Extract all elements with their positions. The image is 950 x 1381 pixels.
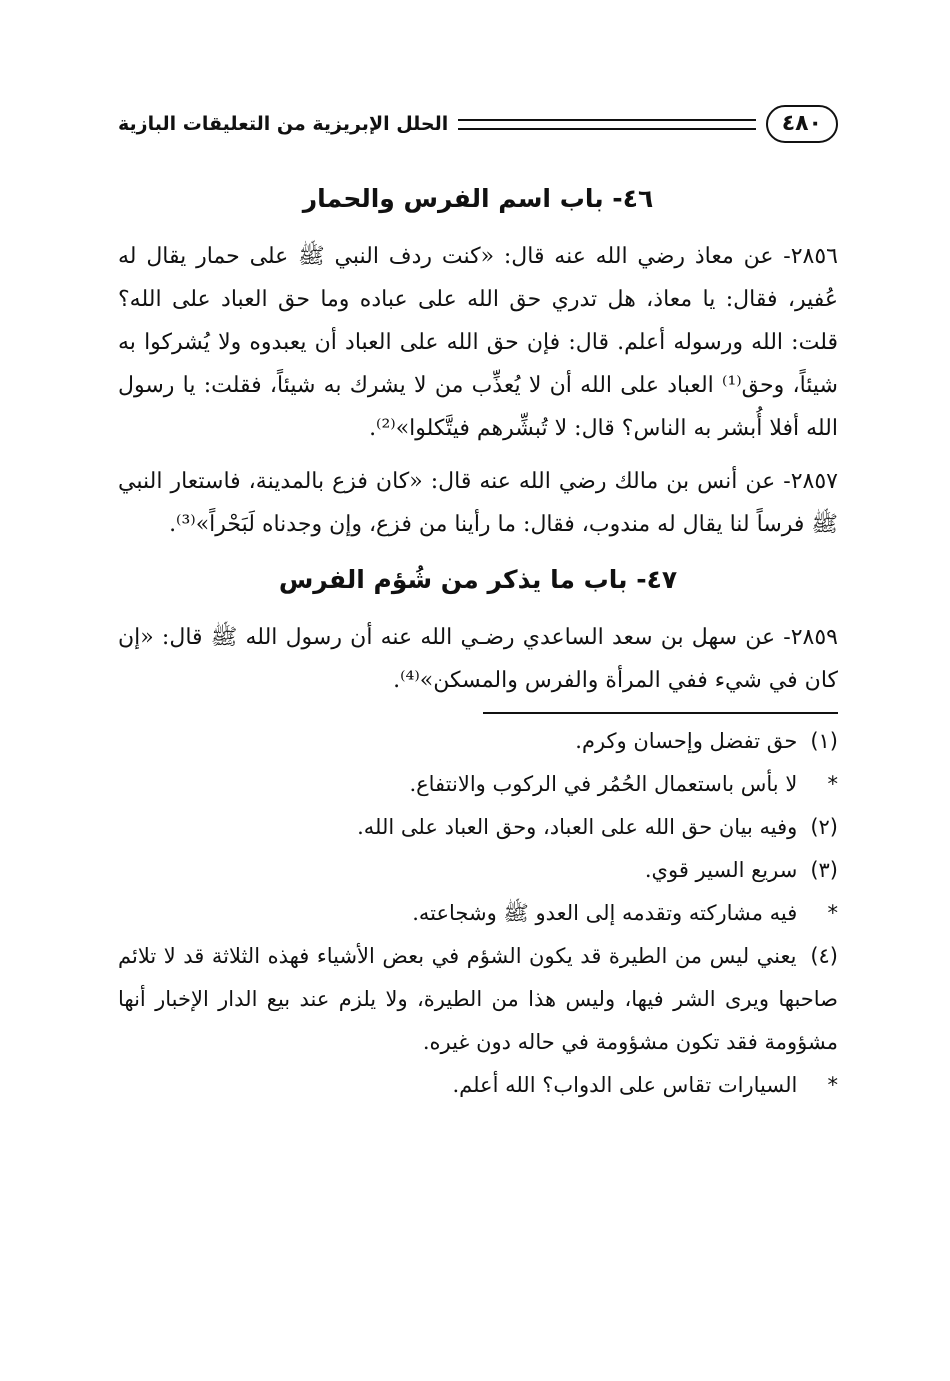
footnote-text: لا بأس باستعمال الحُمُر في الركوب والانتفاع. [409, 772, 798, 796]
hadith-paragraph: ٢٨٥٧- عن أنس بن مالك رضي الله عنه قال: «كان فزع بالمدينة، فاستعار النبي ﷺ فرساً لنا يقال له مندوب، فقال: ما رأينا من فزع، وإن وجدناه لَبَحْراً»⁽³⁾. [118, 469, 838, 537]
footnote-mark: (٤) [810, 944, 838, 968]
footnote-mark: (٣) [810, 858, 838, 882]
header-rule [458, 119, 755, 130]
footnote [118, 892, 838, 935]
footnote [118, 849, 838, 892]
footnote-text: سريع السير قوي. [644, 858, 798, 882]
footnote-text: يعني ليس من الطيرة قد يكون الشؤم في بعض الأشياء فهذه الثلاثة قد لا تلائم صاحبها ويرى الشر فيها، وليس هذا من الطيرة، ولا يلزم عند بيع الدار الإخبار أنها مشؤومة فقد تكون مشؤومة في حاله دون غيره. [118, 944, 838, 1054]
footnote [118, 935, 838, 1064]
footnote [118, 763, 838, 806]
footnote-separator [483, 712, 838, 714]
chapter-title: ٤٦- باب اسم الفرس والحمار [302, 184, 654, 213]
page-content [118, 175, 838, 1107]
footnote [118, 806, 838, 849]
page-header [118, 98, 838, 150]
footnote-mark: * [827, 1073, 838, 1097]
chapter-title: ٤٧- باب ما يذكر من شُؤم الفرس [278, 565, 678, 594]
footnote-text: السيارات تقاس على الدواب؟ الله أعلم. [452, 1073, 798, 1097]
footnote [118, 720, 838, 763]
page-number: ٤٨٠ [766, 105, 838, 143]
hadith-paragraph: ٢٨٥٦- عن معاذ رضي الله عنه قال: «كنت ردف النبي ﷺ على حمار يقال له عُفير، فقال: يا معاذ، هل تدري حق الله على عباده وما حق العباد على الله؟ قلت: الله ورسوله أعلم. قال: فإن حق الله على العباد أن يعبدوه ولا يُشركوا به شيئاً، وحق⁽¹⁾ العباد على الله أن لا يُعذِّب من لا يشرك به شيئاً، فقلت: يا رسول الله أفلا أُبشر به الناس؟ قال: لا تُبشِّرهم فيتَّكلوا»⁽²⁾. [118, 244, 838, 441]
footnote [118, 1064, 838, 1107]
footnote-mark: (١) [810, 729, 838, 753]
footnote-mark: (٢) [810, 815, 838, 839]
footnote-mark: * [827, 901, 838, 925]
footnotes [118, 720, 838, 1107]
footnote-text: وفيه بيان حق الله على العباد، وحق العباد على الله. [357, 815, 798, 839]
book-title: الحلل الإبريزية من التعليقات البازية [118, 113, 449, 135]
footnote-text: حق تفضل وإحسان وكرم. [575, 729, 798, 753]
footnote-mark: * [827, 772, 838, 796]
footnote-text: فيه مشاركته وتقدمه إلى العدو ﷺ وشجاعته. [412, 901, 798, 925]
hadith-paragraph: ٢٨٥٩- عن سهل بن سعد الساعدي رضـي الله عنه أن رسول الله ﷺ قال: «إن كان في شيء ففي المرأة والفرس والمسكن»⁽⁴⁾. [118, 625, 838, 693]
